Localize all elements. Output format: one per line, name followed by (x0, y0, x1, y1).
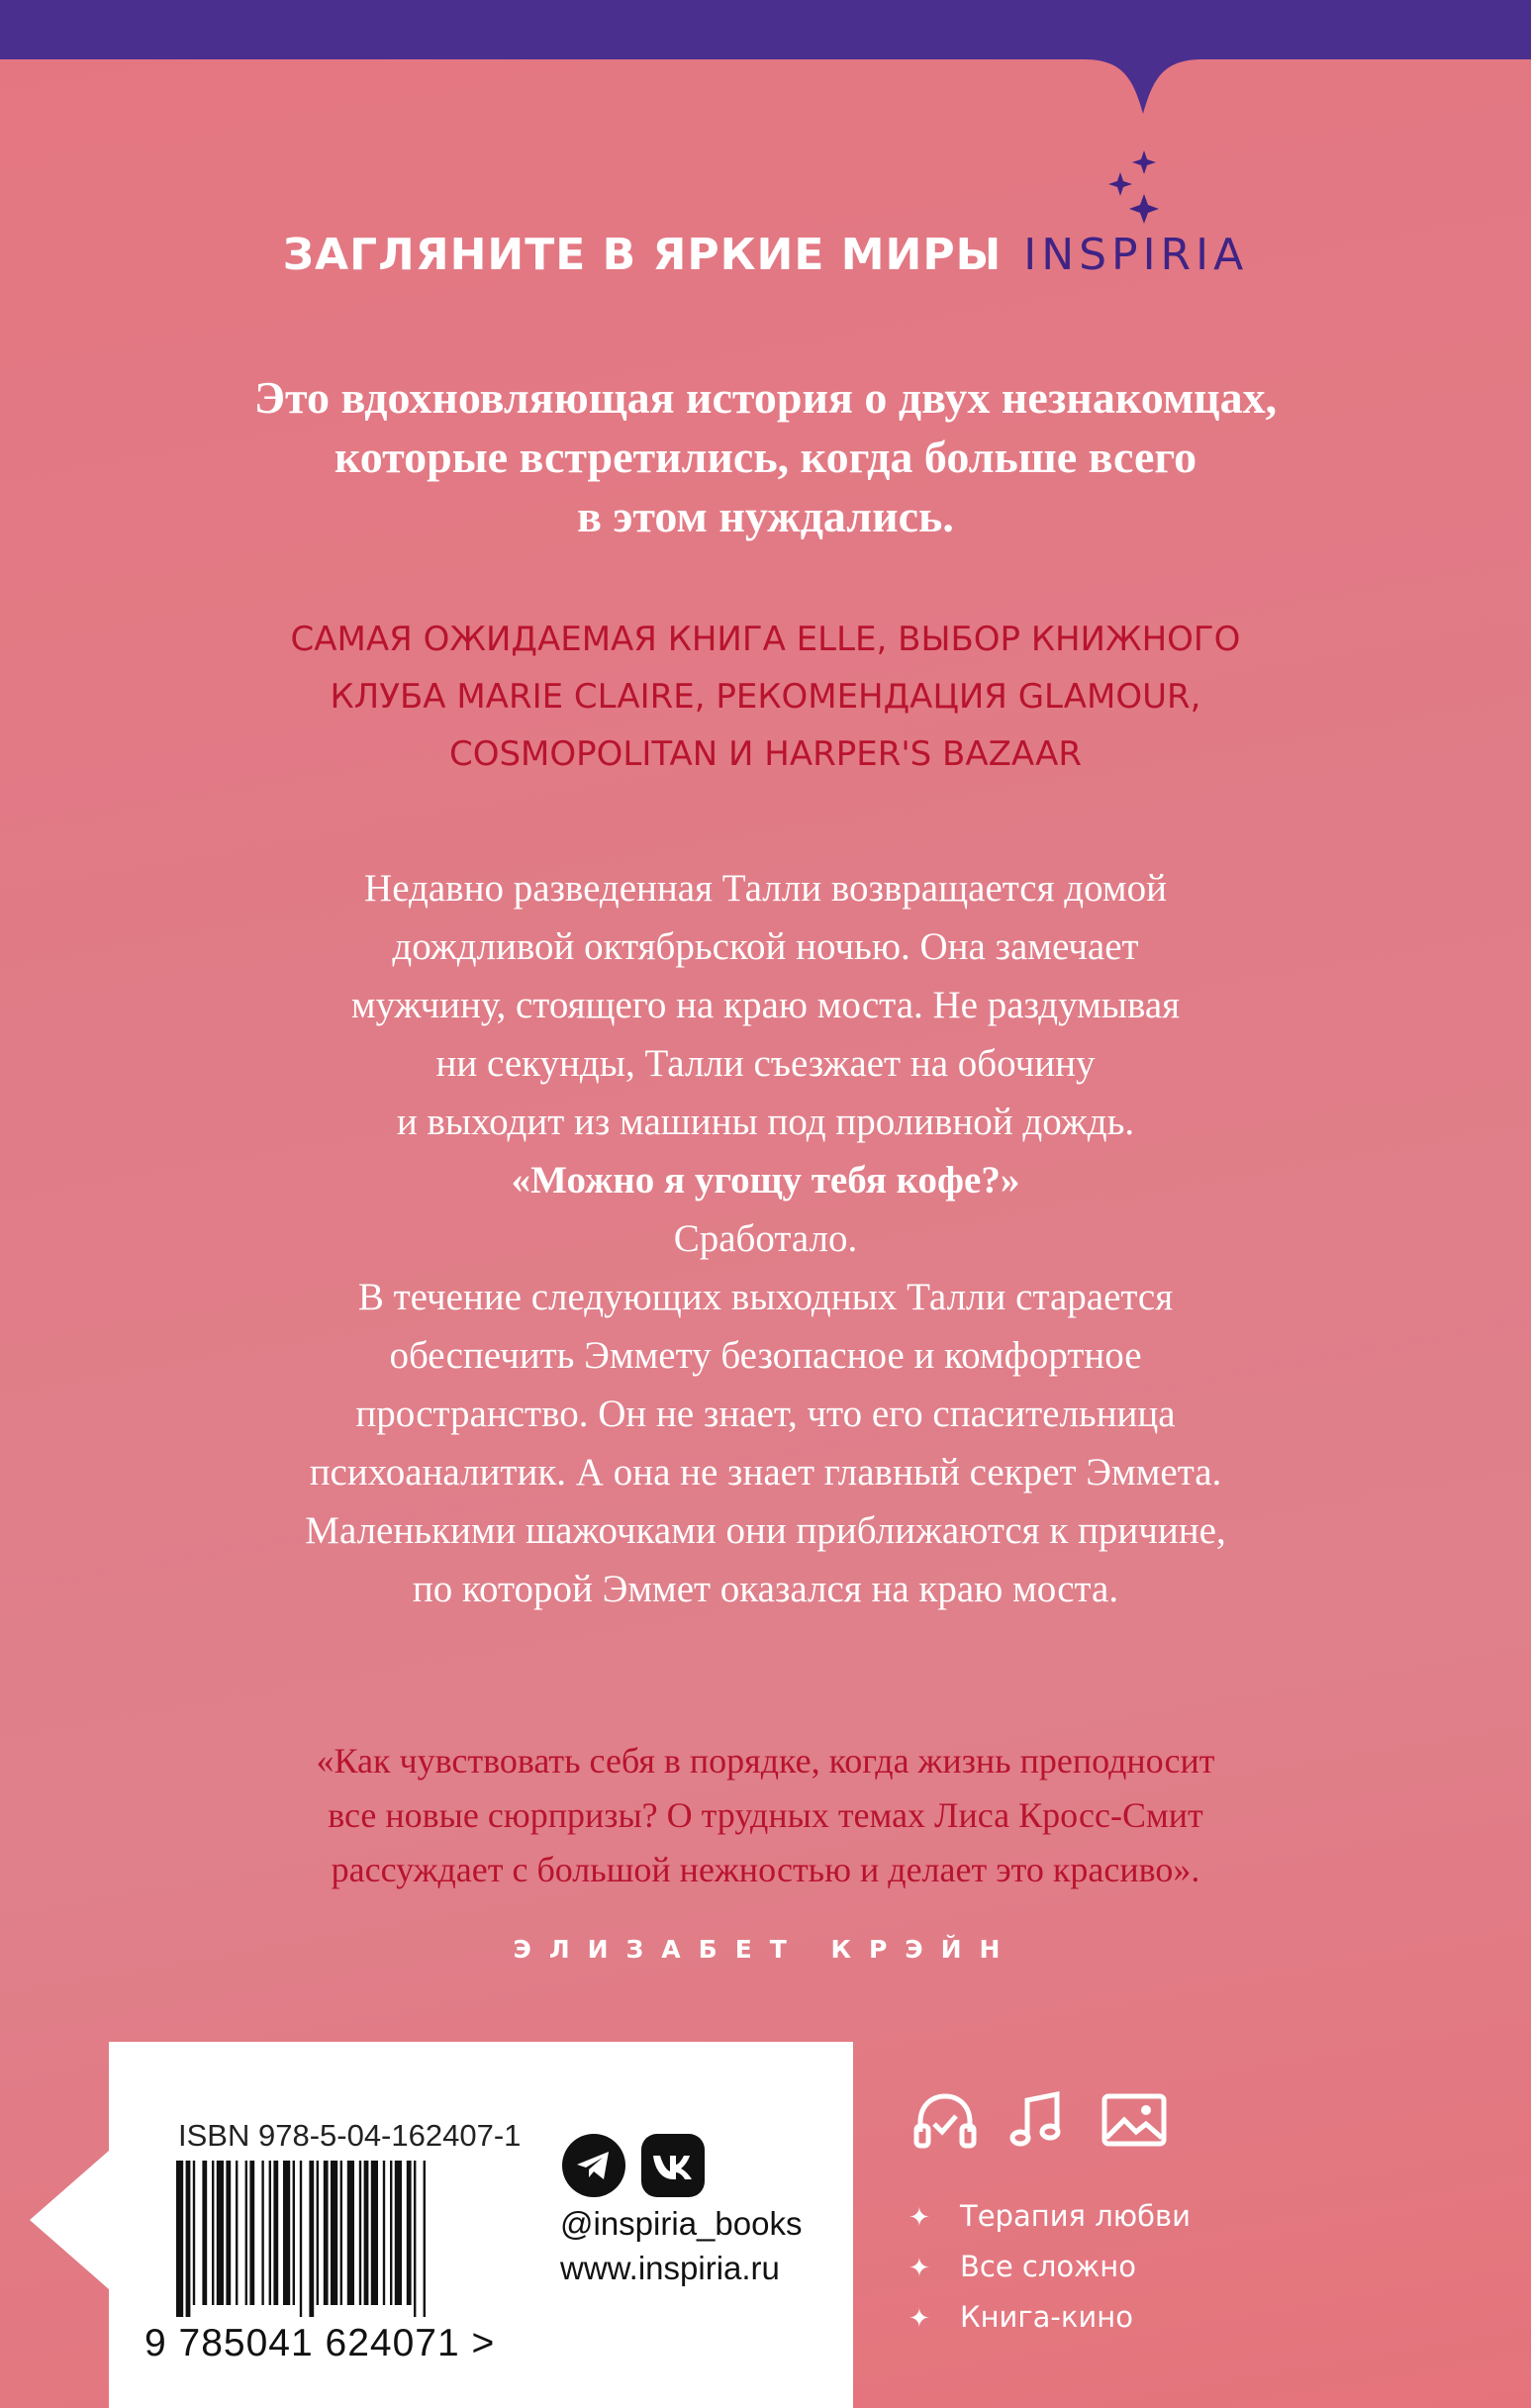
synopsis-line: обеспечить Эммету безопасное и комфортное (389, 1334, 1142, 1377)
tagline (119, 368, 1412, 546)
social-handle[interactable]: @inspiria_books (560, 2205, 803, 2242)
header-prefix: ЗАГЛЯНИТЕ В ЯРКИЕ МИРЫ (282, 230, 1003, 280)
barcode-bar (331, 2161, 337, 2305)
series-item-label: Все сложно (960, 2250, 1136, 2283)
barcode-bar (340, 2161, 342, 2305)
synopsis-quote-line: «Можно я угощу тебя кофе?» (511, 1159, 1020, 1202)
top-band (0, 0, 1531, 129)
brand-name: INSPIRIA (1023, 230, 1249, 280)
barcode-bar (414, 2161, 416, 2317)
barcode-bar (390, 2161, 392, 2305)
accolade-line: САМАЯ ОЖИДАЕМАЯ КНИГА ELLE, ВЫБОР КНИЖНОГО (290, 620, 1241, 659)
music-note-icon (1002, 2086, 1071, 2156)
star-icon: ✦ (909, 2304, 930, 2334)
synopsis-line: по которой Эммет оказался на краю моста. (412, 1568, 1119, 1610)
tagline-line: Это вдохновляющая история о двух незнакомцах, (253, 372, 1278, 423)
accolade-line: COSMOPOLITAN И HARPER'S BAZAAR (448, 734, 1083, 774)
series-item-label: Книга-кино (960, 2300, 1133, 2334)
quote-line: рассуждает с большой нежностью и делает это красиво». (331, 1850, 1200, 1889)
synopsis-line: психоаналитик. А она не знает главный секрет Эммета. (309, 1451, 1222, 1493)
barcode-bar (359, 2161, 361, 2305)
barcode-bar (269, 2161, 271, 2305)
barcode-bar (176, 2161, 183, 2317)
synopsis-line: Маленькими шажочками они приближаются к причине, (305, 1509, 1226, 1552)
vk-icon[interactable] (641, 2134, 705, 2197)
accolade-line: КЛУБА MARIE CLAIRE, РЕКОМЕНДАЦИЯ GLAMOUR, (330, 677, 1201, 717)
barcode-bar (371, 2161, 378, 2305)
barcode-bar (364, 2161, 369, 2305)
accolades (139, 611, 1392, 783)
barcode-bar (261, 2161, 263, 2305)
series-item-label: Терапия любви (960, 2199, 1191, 2233)
barcode-bar (249, 2161, 254, 2305)
barcode-bar (202, 2161, 207, 2305)
synopsis-line: ни секунды, Талли съезжает на обочину (435, 1042, 1096, 1085)
audio-headphones-icon (910, 2086, 980, 2156)
barcode-bar (424, 2161, 426, 2317)
synopsis-line: дождливой октябрьской ночью. Она замечает (392, 925, 1139, 968)
synopsis-line: Сработало. (673, 1217, 858, 1260)
synopsis-line: Недавно разведенная Талли возвращается домой (364, 867, 1167, 910)
telegram-icon[interactable] (562, 2134, 625, 2197)
barcode-bar (245, 2161, 247, 2305)
synopsis-line: пространство. Он не знает, что его спасительница (355, 1393, 1176, 1435)
synopsis (139, 859, 1392, 1618)
barcode-bar (395, 2161, 402, 2305)
star-icon: ✦ (909, 2254, 930, 2283)
tagline-line: в этом нуждались. (577, 491, 954, 541)
quote-author: ЭЛИЗАБЕТ КРЭЙН (513, 1935, 1018, 1964)
barcode-bar (407, 2161, 412, 2305)
series-item (909, 2191, 1191, 2242)
barcode-bar (226, 2161, 231, 2305)
series-list (909, 2191, 1191, 2343)
barcode-bar (193, 2161, 195, 2305)
barcode-bar (186, 2161, 191, 2317)
series-item (909, 2292, 1191, 2343)
synopsis-line: мужчину, стоящего на краю моста. Не раздумывая (350, 984, 1181, 1026)
website-link[interactable]: www.inspiria.ru (560, 2250, 780, 2286)
barcode-bar (300, 2161, 302, 2317)
review-quote (139, 1734, 1392, 1897)
synopsis-line: В течение следующих выходных Талли старается (357, 1276, 1174, 1318)
sparkle-icon (1106, 148, 1166, 228)
barcode-bar (283, 2161, 290, 2305)
barcode-bar (347, 2161, 354, 2305)
synopsis-line: и выходит из машины под проливной дождь. (396, 1101, 1135, 1143)
barcode-digits: 9 785041 624071 > (144, 2322, 496, 2364)
quote-line: «Как чувствовать себя в порядке, когда жизнь преподносит (316, 1741, 1215, 1781)
barcode-bar (293, 2161, 295, 2305)
star-icon: ✦ (909, 2203, 930, 2233)
barcode-bar (273, 2161, 278, 2305)
barcode-bar (383, 2161, 385, 2305)
image-icon (1099, 2086, 1170, 2156)
barcode-bar (212, 2161, 214, 2305)
isbn-label: ISBN 978-5-04-162407-1 (178, 2118, 522, 2153)
tagline-line: которые встретились, когда больше всего (334, 432, 1197, 482)
barcode-bar (324, 2161, 329, 2305)
barcode (174, 2161, 481, 2319)
quote-line: все новые сюрпризы? О трудных темах Лиса Кросс-Смит (328, 1795, 1203, 1835)
barcode-bar (317, 2161, 319, 2305)
series-header (0, 230, 1531, 280)
barcode-bar (236, 2161, 238, 2305)
barcode-bar (217, 2161, 224, 2305)
barcode-bar (309, 2161, 314, 2317)
series-item (909, 2242, 1191, 2292)
